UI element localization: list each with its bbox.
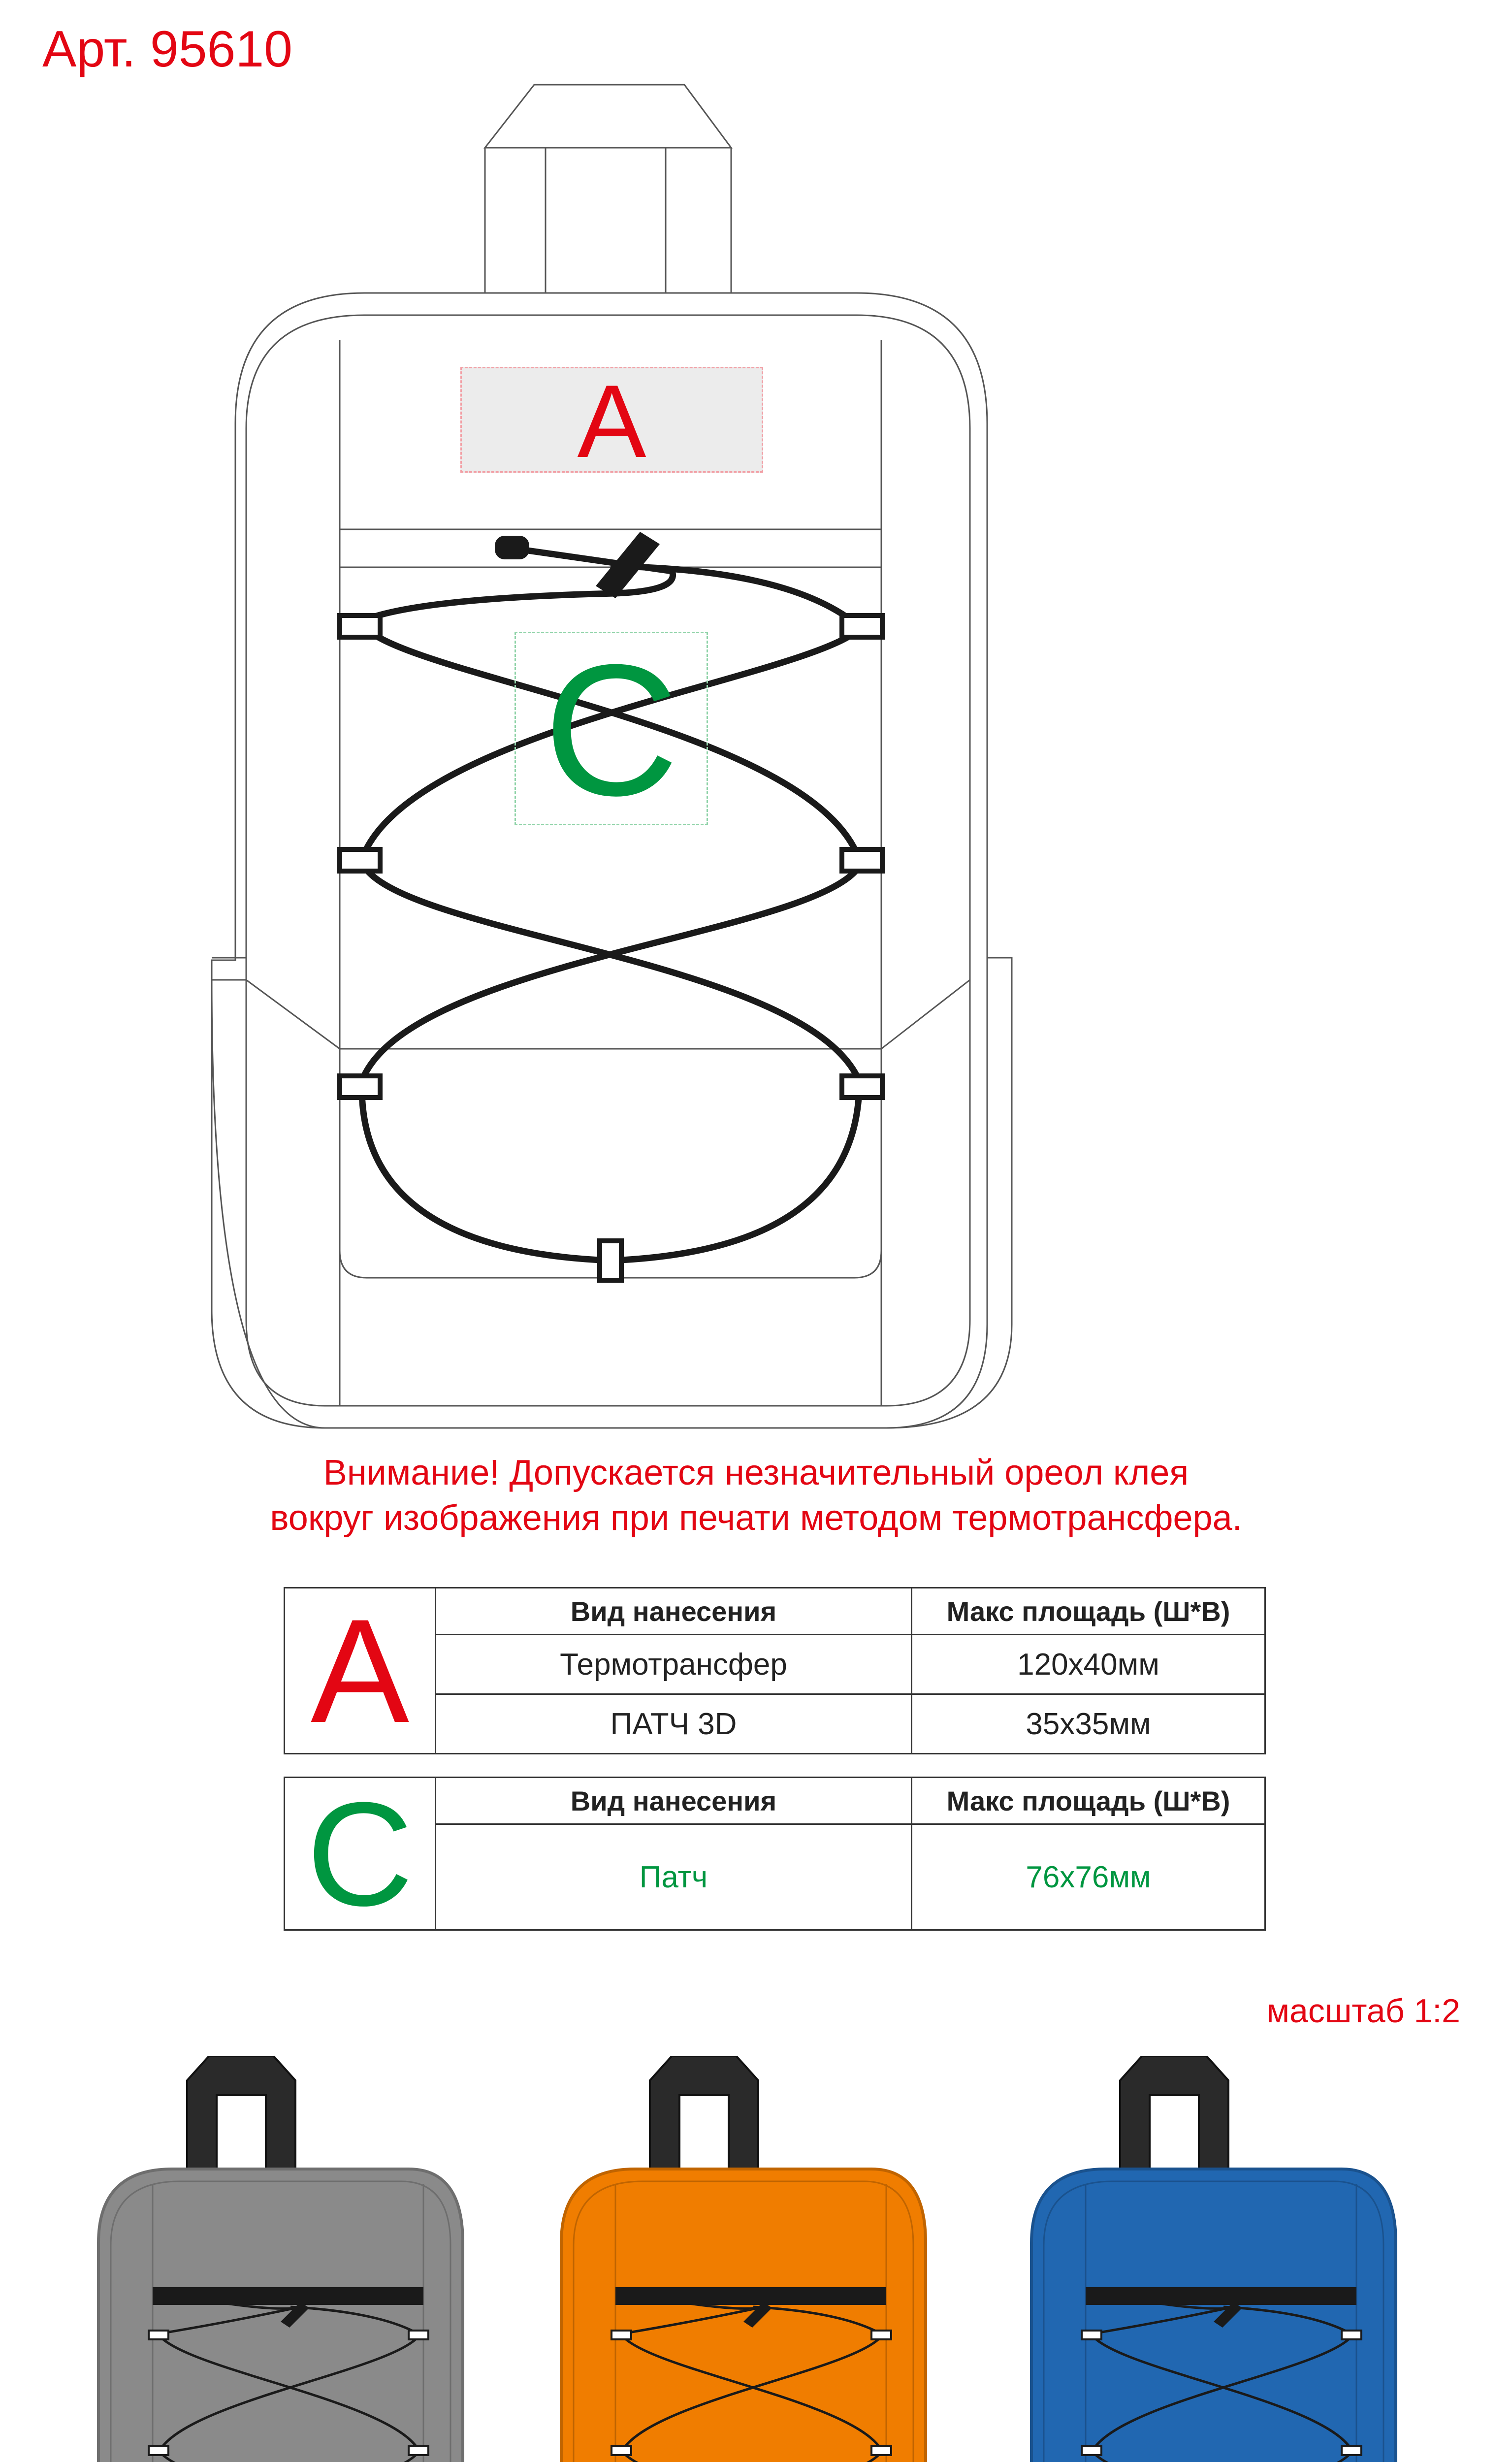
print-zone-a	[460, 363, 763, 479]
table-c-letter: C	[285, 1778, 436, 1930]
table-a-row2-area: 35х35мм	[912, 1694, 1265, 1754]
print-zone-c	[515, 625, 708, 835]
table-c-row1-method: Патч	[436, 1824, 912, 1930]
table-a-header-method: Вид нанесения	[436, 1588, 912, 1635]
table-a-letter: A	[285, 1588, 436, 1754]
zone-a-label: A	[577, 363, 646, 479]
variant-blue	[1017, 2056, 1430, 2462]
table-c-header-area: Макс площадь (Ш*В)	[912, 1778, 1265, 1824]
zone-c-spec-table	[284, 1771, 1266, 1937]
zone-c-label: C	[544, 625, 679, 835]
table-a-row2-method: ПАТЧ 3D	[436, 1694, 912, 1754]
table-a-row1-area: 120х40мм	[912, 1635, 1265, 1694]
article-number: Арт. 95610	[42, 21, 293, 78]
warning-line-2: вокруг изображения при печати методом термотрансфера.	[270, 1498, 1242, 1538]
variant-orange	[547, 2056, 960, 2462]
table-c-header-method: Вид нанесения	[436, 1778, 912, 1824]
warning-line-1: Внимание! Допускается незначительный ореол клея	[323, 1453, 1189, 1492]
warning-note	[0, 1450, 1512, 1541]
table-c-row1-area: 76х76мм	[912, 1824, 1265, 1930]
table-a-row1-method: Термотрансфер	[436, 1635, 912, 1694]
variant-gray	[84, 2056, 497, 2462]
zone-a-spec-table	[284, 1587, 1266, 1754]
table-a-header-area: Макс площадь (Ш*В)	[912, 1588, 1265, 1635]
scale-label: масштаб 1:2	[1266, 1992, 1460, 2030]
